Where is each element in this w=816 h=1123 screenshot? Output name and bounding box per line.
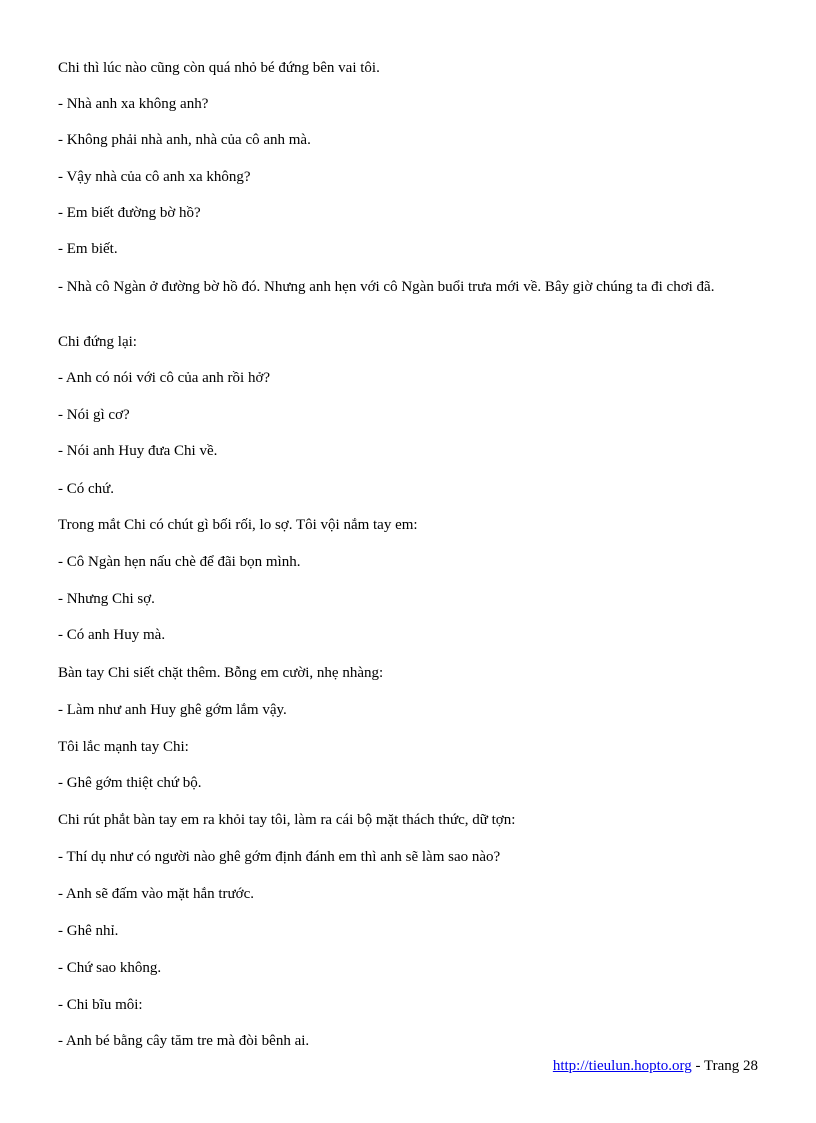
paragraph: - Chi bĩu môi: [58, 997, 143, 1013]
paragraph: - Chứ sao không. [58, 960, 162, 976]
paragraph: - Nhà cô Ngàn ở đường bờ hồ đó. Nhưng anh hẹn với cô Ngàn buổi trưa mới về. Bây giờ chúng ta đi chơi đã. [58, 279, 715, 295]
paragraph: Tôi lắc mạnh tay Chi: [58, 739, 189, 755]
paragraph: - Cô Ngàn hẹn nấu chè để đãi bọn mình. [58, 554, 301, 570]
paragraph: - Nhưng Chi sợ. [58, 591, 155, 607]
page-number: - Trang 28 [691, 1058, 758, 1074]
paragraph: - Nói anh Huy đưa Chi về. [58, 443, 218, 459]
paragraph: Bàn tay Chi siết chặt thêm. Bỗng em cười, nhẹ nhàng: [58, 665, 384, 681]
document-page [58, 0, 758, 1123]
paragraph: - Không phải nhà anh, nhà của cô anh mà. [58, 132, 311, 148]
paragraph: - Thí dụ như có người nào ghê gớm định đánh em thì anh sẽ làm sao nào? [58, 849, 501, 865]
paragraph: - Ghê nhỉ. [58, 923, 119, 939]
paragraph: - Làm như anh Huy ghê gớm lắm vậy. [58, 702, 287, 718]
paragraph: Chi rút phắt bàn tay em ra khỏi tay tôi, làm ra cái bộ mặt thách thức, dữ tợn: [58, 812, 516, 828]
paragraph: - Vậy nhà của cô anh xa không? [58, 169, 251, 185]
paragraph: - Có chứ. [58, 481, 115, 497]
paragraph: - Anh sẽ đấm vào mặt hắn trước. [58, 886, 255, 902]
paragraph: Chi đứng lại: [58, 334, 137, 350]
paragraph: - Anh có nói với cô của anh rồi hở? [58, 370, 271, 386]
paragraph: - Em biết đường bờ hồ? [58, 205, 201, 221]
paragraph: - Anh bé bằng cây tăm tre mà đòi bênh ai. [58, 1033, 310, 1049]
page-footer [553, 1058, 758, 1075]
paragraph: Trong mắt Chi có chút gì bối rối, lo sợ. Tôi vội nắm tay em: [58, 517, 418, 533]
paragraph: - Có anh Huy mà. [58, 627, 166, 643]
paragraph: - Nói gì cơ? [58, 407, 130, 423]
paragraph: - Nhà anh xa không anh? [58, 96, 209, 112]
paragraph: Chi thì lúc nào cũng còn quá nhỏ bé đứng bên vai tôi. [58, 60, 380, 76]
source-link[interactable]: http://tieulun.hopto.org [552, 1058, 692, 1074]
paragraph: - Ghê gớm thiệt chứ bộ. [58, 775, 202, 791]
paragraph: - Em biết. [58, 241, 118, 257]
